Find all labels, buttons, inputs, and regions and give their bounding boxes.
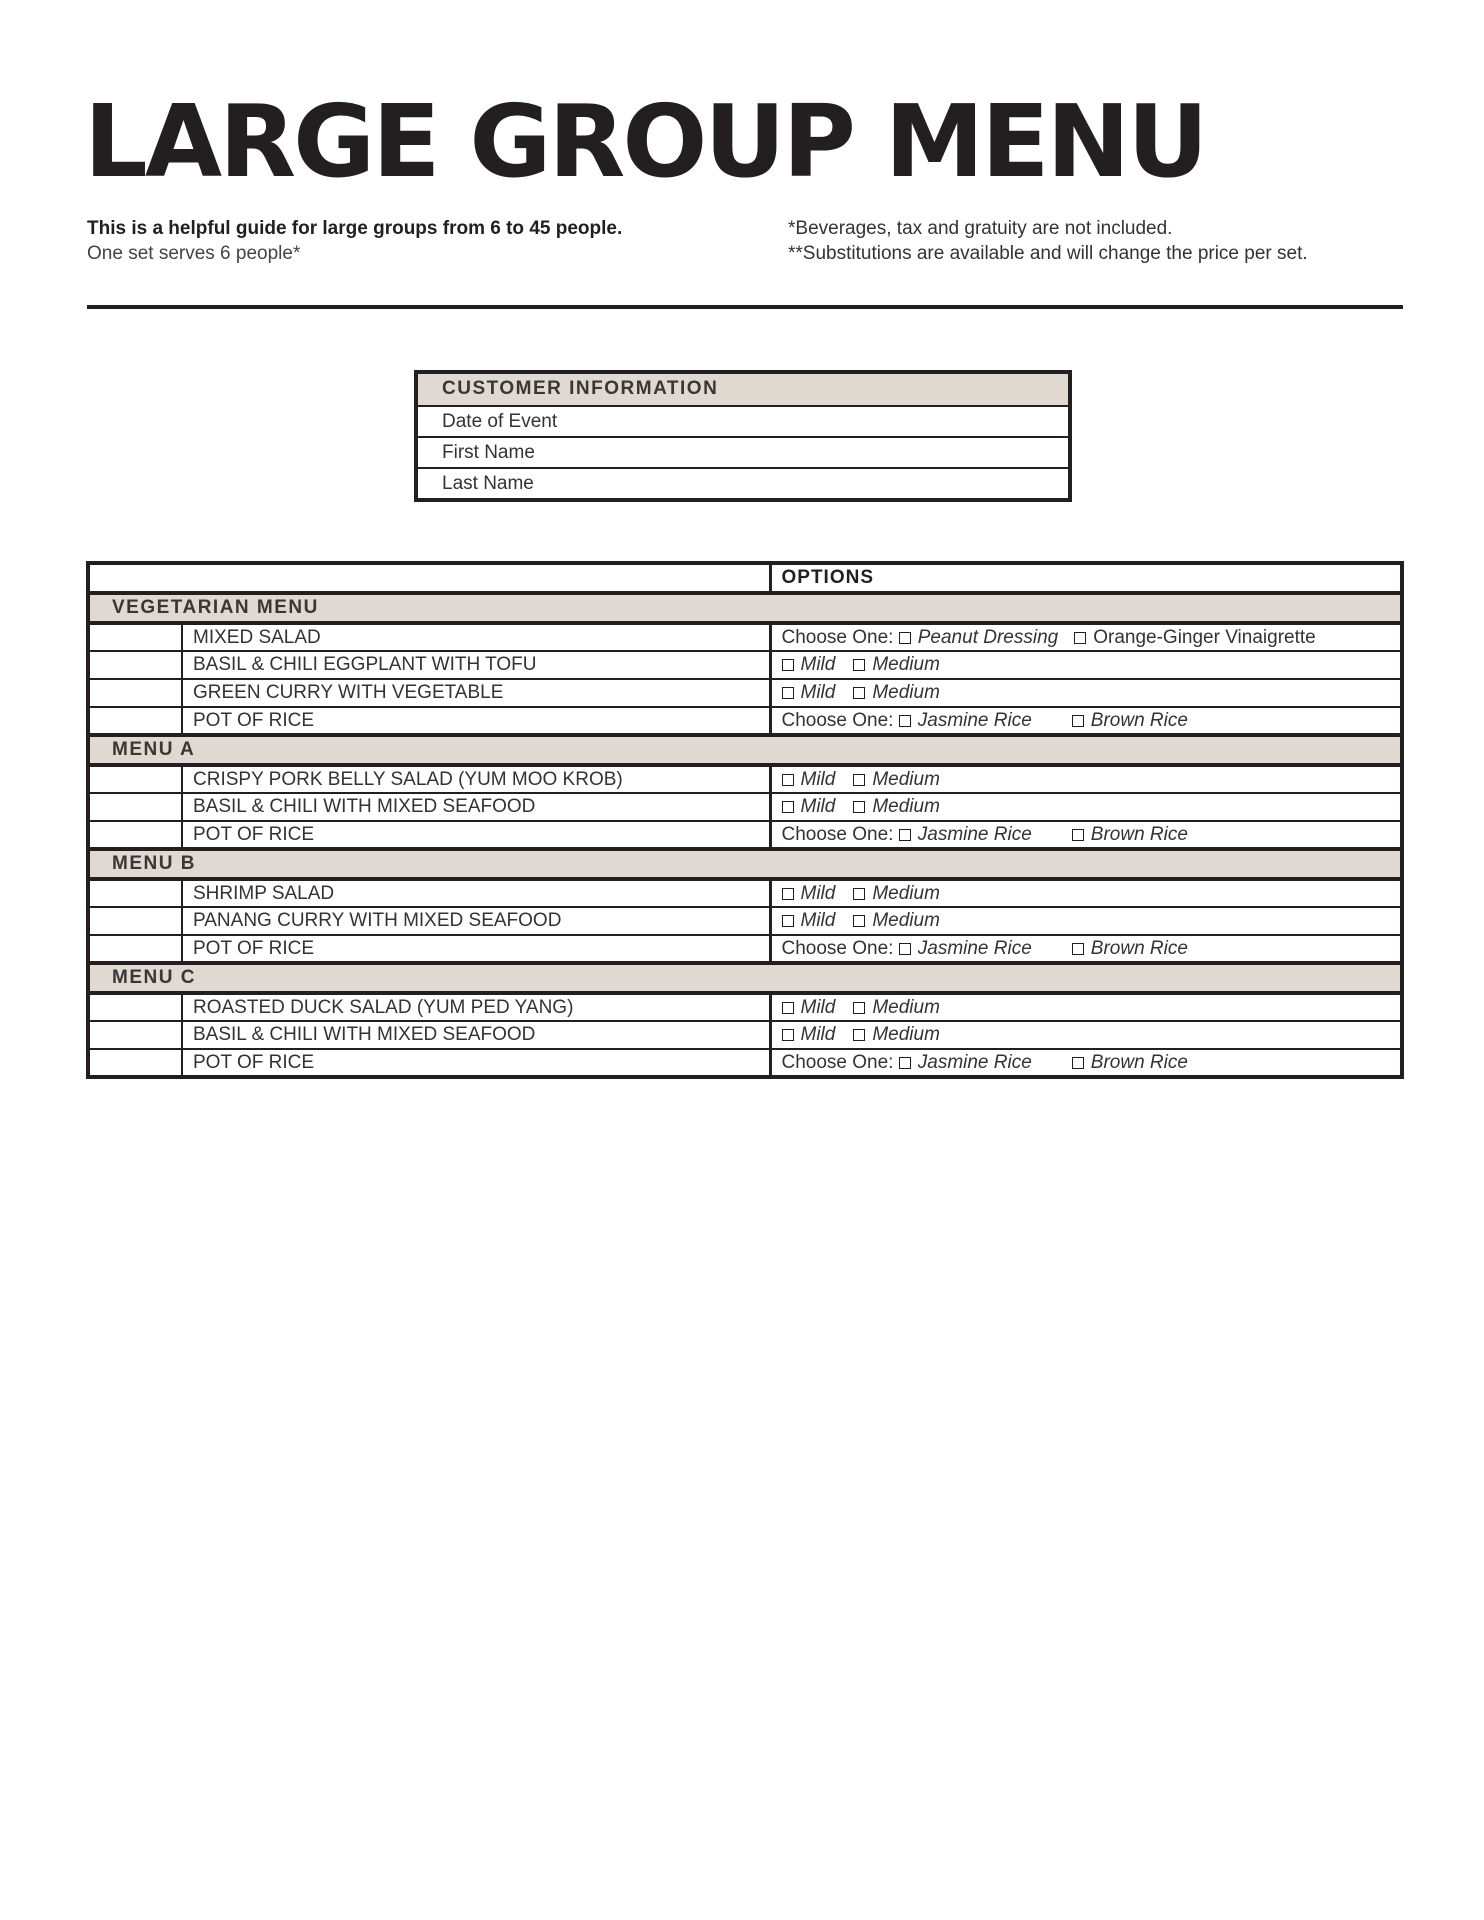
- option-label: Mild: [800, 1024, 836, 1045]
- option-label: Brown Rice: [1090, 1051, 1188, 1073]
- option-choice[interactable]: [853, 910, 940, 931]
- option-choice[interactable]: [782, 796, 836, 817]
- quantity-cell[interactable]: [88, 879, 182, 907]
- options-cell: [770, 793, 1402, 821]
- option-label: Medium: [872, 682, 940, 703]
- menu-table: [86, 561, 1404, 1079]
- table-row: [88, 1021, 1402, 1049]
- option-choice[interactable]: [853, 682, 940, 703]
- section-heading: VEGETARIAN MENU: [88, 593, 1402, 623]
- options-cell: [770, 1049, 1402, 1077]
- option-label: Brown Rice: [1090, 709, 1188, 731]
- dish-name: POT OF RICE: [182, 1049, 770, 1077]
- checkbox-icon[interactable]: [853, 801, 865, 813]
- option-label: Mild: [800, 996, 836, 1018]
- checkbox-icon[interactable]: [899, 829, 911, 841]
- table-row: [88, 707, 1402, 735]
- choose-one-label: Choose One:: [781, 1051, 894, 1073]
- intro-left: [87, 216, 622, 266]
- table-header-row: [88, 563, 1402, 593]
- section-heading: MENU C: [88, 963, 1402, 993]
- section-heading: MENU B: [88, 849, 1402, 879]
- section-row-menu-b: [88, 849, 1402, 879]
- options-cell: [770, 1021, 1402, 1049]
- quantity-cell[interactable]: [88, 1021, 182, 1049]
- checkbox-icon[interactable]: [782, 687, 794, 699]
- checkbox-icon[interactable]: [899, 632, 911, 644]
- note-substitutions: **Substitutions are available and will change the price per set.: [788, 243, 1308, 264]
- table-row: [88, 793, 1402, 821]
- table-row: [88, 993, 1402, 1021]
- option-label: Orange-Ginger Vinaigrette: [1093, 626, 1316, 648]
- section-row-menu-a: [88, 735, 1402, 765]
- option-choice[interactable]: [899, 824, 1032, 845]
- dish-name: POT OF RICE: [182, 707, 770, 735]
- option-choice[interactable]: [1072, 938, 1188, 959]
- options-cell: [770, 623, 1402, 651]
- choose-one-label: Choose One:: [781, 937, 894, 959]
- option-choice[interactable]: [782, 997, 836, 1018]
- checkbox-icon[interactable]: [782, 915, 794, 927]
- option-choice[interactable]: [1072, 1052, 1188, 1073]
- option-choice[interactable]: [853, 654, 940, 675]
- option-label: Medium: [872, 882, 940, 904]
- header-divider: [87, 305, 1403, 309]
- quantity-cell[interactable]: [88, 623, 182, 651]
- option-choice[interactable]: [853, 769, 940, 790]
- checkbox-icon[interactable]: [853, 687, 865, 699]
- date-of-event-field[interactable]: Date of Event: [418, 405, 1068, 436]
- checkbox-icon[interactable]: [1072, 715, 1084, 727]
- customer-information-heading: CUSTOMER INFORMATION: [418, 374, 1068, 405]
- option-choice[interactable]: [853, 883, 940, 904]
- option-choice[interactable]: [1074, 627, 1316, 648]
- dish-name: GREEN CURRY WITH VEGETABLE: [182, 679, 770, 707]
- options-cell: [770, 879, 1402, 907]
- option-choice[interactable]: [782, 910, 836, 931]
- checkbox-icon[interactable]: [899, 943, 911, 955]
- quantity-cell[interactable]: [88, 679, 182, 707]
- checkbox-icon[interactable]: [782, 888, 794, 900]
- option-choice[interactable]: [853, 1024, 940, 1045]
- checkbox-icon[interactable]: [853, 915, 865, 927]
- dish-name: POT OF RICE: [182, 935, 770, 963]
- options-cell: [770, 651, 1402, 679]
- intro-sub-text: One set serves 6 people*: [87, 243, 301, 264]
- option-label: Mild: [800, 796, 836, 817]
- options-cell: [770, 821, 1402, 849]
- option-label: Jasmine Rice: [917, 937, 1032, 959]
- checkbox-icon[interactable]: [853, 1029, 865, 1041]
- option-choice[interactable]: [1072, 710, 1188, 731]
- table-row: [88, 765, 1402, 793]
- option-choice[interactable]: [1072, 824, 1188, 845]
- options-cell: [770, 907, 1402, 935]
- options-cell: [770, 993, 1402, 1021]
- dish-name: BASIL & CHILI WITH MIXED SEAFOOD: [182, 793, 770, 821]
- option-label: Medium: [872, 1024, 940, 1045]
- choose-one-label: Choose One:: [781, 823, 894, 845]
- table-row: [88, 651, 1402, 679]
- header-blank-cell: [88, 563, 770, 593]
- option-choice[interactable]: [782, 654, 836, 675]
- option-label: Medium: [872, 996, 940, 1018]
- dish-name: SHRIMP SALAD: [182, 879, 770, 907]
- table-row: [88, 879, 1402, 907]
- option-label: Medium: [872, 768, 940, 790]
- table-row: [88, 821, 1402, 849]
- quantity-cell[interactable]: [88, 1049, 182, 1077]
- quantity-cell[interactable]: [88, 993, 182, 1021]
- checkbox-icon[interactable]: [1072, 829, 1084, 841]
- checkbox-icon[interactable]: [782, 659, 794, 671]
- intro-bold-text: This is a helpful guide for large groups from 6 to 45 people.: [87, 218, 623, 239]
- table-row: [88, 907, 1402, 935]
- section-row-vegetarian-menu: [88, 593, 1402, 623]
- checkbox-icon[interactable]: [853, 774, 865, 786]
- table-row: [88, 623, 1402, 651]
- options-cell: [770, 679, 1402, 707]
- table-row: [88, 1049, 1402, 1077]
- option-choice[interactable]: [899, 710, 1032, 731]
- option-label: Jasmine Rice: [917, 1051, 1032, 1073]
- quantity-cell[interactable]: [88, 793, 182, 821]
- checkbox-icon[interactable]: [1074, 632, 1086, 644]
- choose-one-label: Choose One:: [781, 626, 894, 648]
- first-name-field[interactable]: First Name: [418, 436, 1068, 467]
- checkbox-icon[interactable]: [1072, 943, 1084, 955]
- options-cell: [770, 765, 1402, 793]
- option-choice[interactable]: [782, 682, 836, 703]
- option-choice[interactable]: [782, 1024, 836, 1045]
- quantity-cell[interactable]: [88, 935, 182, 963]
- quantity-cell[interactable]: [88, 907, 182, 935]
- checkbox-icon[interactable]: [1072, 1057, 1084, 1069]
- option-choice[interactable]: [782, 883, 836, 904]
- checkbox-icon[interactable]: [899, 715, 911, 727]
- options-cell: [770, 707, 1402, 735]
- checkbox-icon[interactable]: [899, 1057, 911, 1069]
- option-label: Mild: [800, 882, 836, 904]
- option-label: Mild: [800, 910, 836, 931]
- option-label: Brown Rice: [1090, 823, 1188, 845]
- option-choice[interactable]: [853, 997, 940, 1018]
- option-choice[interactable]: [782, 769, 836, 790]
- option-label: Medium: [872, 796, 940, 817]
- option-choice[interactable]: [899, 1052, 1032, 1073]
- checkbox-icon[interactable]: [782, 801, 794, 813]
- option-label: Medium: [872, 654, 940, 675]
- checkbox-icon[interactable]: [853, 888, 865, 900]
- option-label: Peanut Dressing: [917, 626, 1059, 648]
- checkbox-icon[interactable]: [853, 1002, 865, 1014]
- checkbox-icon[interactable]: [782, 1029, 794, 1041]
- quantity-cell[interactable]: [88, 651, 182, 679]
- customer-information-box: [414, 370, 1072, 502]
- quantity-cell[interactable]: [88, 765, 182, 793]
- option-label: Mild: [800, 768, 836, 790]
- note-beverages: *Beverages, tax and gratuity are not included.: [788, 218, 1173, 239]
- option-label: Mild: [800, 654, 836, 675]
- dish-name: BASIL & CHILI EGGPLANT WITH TOFU: [182, 651, 770, 679]
- dish-name: BASIL & CHILI WITH MIXED SEAFOOD: [182, 1021, 770, 1049]
- checkbox-icon[interactable]: [853, 659, 865, 671]
- intro-notes: [788, 216, 1308, 266]
- checkbox-icon[interactable]: [782, 774, 794, 786]
- dish-name: MIXED SALAD: [182, 623, 770, 651]
- choose-one-label: Choose One:: [781, 709, 894, 731]
- option-choice[interactable]: [853, 796, 940, 817]
- options-header: OPTIONS: [770, 563, 1402, 593]
- checkbox-icon[interactable]: [782, 1002, 794, 1014]
- quantity-cell[interactable]: [88, 821, 182, 849]
- page-title: LARGE GROUP MENU: [84, 83, 1206, 200]
- option-label: Jasmine Rice: [917, 709, 1032, 731]
- table-row: [88, 679, 1402, 707]
- quantity-cell[interactable]: [88, 707, 182, 735]
- table-row: [88, 935, 1402, 963]
- option-choice[interactable]: [899, 938, 1032, 959]
- option-label: Mild: [800, 682, 836, 703]
- options-cell: [770, 935, 1402, 963]
- section-heading: MENU A: [88, 735, 1402, 765]
- dish-name: POT OF RICE: [182, 821, 770, 849]
- dish-name: PANANG CURRY WITH MIXED SEAFOOD: [182, 907, 770, 935]
- option-label: Jasmine Rice: [917, 823, 1032, 845]
- last-name-field[interactable]: Last Name: [418, 467, 1068, 498]
- option-label: Medium: [872, 910, 940, 931]
- option-choice[interactable]: [899, 627, 1058, 648]
- option-label: Brown Rice: [1090, 937, 1188, 959]
- dish-name: ROASTED DUCK SALAD (YUM PED YANG): [182, 993, 770, 1021]
- dish-name: CRISPY PORK BELLY SALAD (YUM MOO KROB): [182, 765, 770, 793]
- section-row-menu-c: [88, 963, 1402, 993]
